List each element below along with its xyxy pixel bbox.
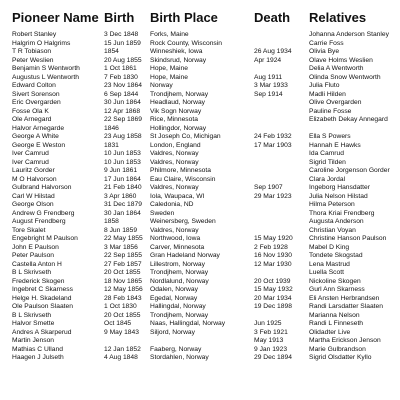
death-date-cell: 2 Feb 1928 [254, 243, 288, 251]
table-row [12, 125, 400, 134]
pioneer-name-cell: Andres A Skarperud [12, 328, 72, 336]
table-row [12, 235, 400, 244]
death-date-cell [254, 312, 309, 321]
death-date-cell [254, 227, 309, 236]
birth-place-cell: Skindsrud, Norway [150, 56, 207, 64]
birth-date-cell: 1 Oct 1830 [104, 303, 137, 310]
birth-date-cell: Oct 1845 [104, 320, 132, 327]
birth-date-cell: 20 Oct 1855 [104, 311, 141, 319]
relatives-cell: Clara Jordal [309, 175, 346, 183]
table-row [12, 133, 400, 142]
header-relatives: Relatives [309, 10, 367, 25]
relatives-cell: Sigrid Tilden [309, 158, 346, 166]
table-row [12, 210, 400, 219]
header-pioneer-name: Pioneer Name [12, 10, 99, 25]
table-row [12, 337, 400, 346]
birth-date-cell: 23 Aug 1858 [104, 133, 142, 140]
relatives-cell: Pauline Fosse [309, 107, 352, 115]
table-row [12, 312, 400, 321]
relatives-cell: Hilma Peterson [309, 201, 355, 208]
birth-place-cell: Faaberg, Norway [150, 345, 202, 353]
death-date-cell: 9 Jan 1923 [254, 345, 288, 353]
pioneer-table [12, 8, 400, 363]
relatives-cell: Madli Hilden [309, 90, 346, 98]
header-death: Death [254, 10, 291, 25]
death-date-cell: 19 Dec 1898 [254, 303, 292, 310]
birth-date-cell: 22 Sep 1869 [104, 116, 142, 123]
death-date-cell: 24 Feb 1932 [254, 133, 292, 140]
table-row [12, 91, 400, 100]
relatives-cell: Olave Holms Weslien [309, 56, 373, 64]
death-date-cell [254, 99, 309, 108]
birth-date-cell: 7 Feb 1830 [104, 73, 138, 81]
pioneer-name-cell: Ole Arnegard [12, 116, 52, 123]
table-row [12, 320, 400, 329]
birth-date-cell [104, 337, 150, 346]
table-row [12, 193, 400, 202]
birth-date-cell: 9 May 1843 [104, 328, 139, 336]
relatives-cell: Lena Mastrud [309, 260, 350, 268]
relatives-cell: Carrie Foss [309, 39, 344, 47]
death-date-cell [254, 116, 309, 125]
relatives-cell: Ida Camrud [309, 150, 344, 157]
pioneer-name-cell: T R Tobiason [12, 48, 52, 55]
birth-date-cell: 12 May 1856 [104, 286, 143, 293]
death-date-cell [254, 218, 309, 227]
pioneer-name-cell: Eric Overgarden [12, 99, 61, 106]
pioneer-name-cell: George E Weston [12, 141, 66, 149]
table-row [12, 346, 400, 355]
pioneer-name-cell: Lauritz Gorder [12, 167, 55, 174]
birth-place-cell: Philmore, Minnesota [150, 167, 211, 174]
birth-place-cell: Rice, Minnesota [150, 116, 198, 123]
birth-place-cell: Hope, Maine [150, 73, 188, 81]
pioneer-name-cell: Carl W Hilstad [12, 192, 55, 200]
relatives-cell: Luella Scott [309, 269, 344, 276]
pioneer-name-cell: John E Paulson [12, 243, 59, 251]
birth-place-cell: Nordlalund, Norway [150, 277, 209, 285]
death-date-cell [254, 176, 309, 185]
relatives-cell [309, 125, 400, 134]
death-date-cell: Sep 1907 [254, 184, 283, 191]
death-date-cell [254, 40, 309, 49]
relatives-cell: Augusta Anderson [309, 218, 364, 225]
table-row [12, 201, 400, 210]
pioneer-name-cell: Robert Stanley [12, 31, 57, 38]
birth-date-cell: 20 Aug 1855 [104, 56, 142, 64]
relatives-cell: Christian Voyan [309, 226, 356, 234]
birth-date-cell: 1854 [104, 48, 119, 55]
death-date-cell: 17 Mar 1903 [254, 141, 292, 149]
table-row [12, 40, 400, 49]
birth-place-cell: Caledonia, ND [150, 201, 194, 208]
pioneer-name-cell: Peter Weslien [12, 56, 54, 64]
death-date-cell [254, 159, 309, 168]
table-row [12, 31, 400, 40]
birth-date-cell: 12 Apr 1868 [104, 107, 141, 115]
birth-date-cell: 1858 [104, 218, 119, 225]
birth-date-cell: 21 Feb 1840 [104, 184, 142, 191]
relatives-cell: Caroline Jorgenson Gorder [309, 167, 390, 174]
birth-place-cell: Trondjhem, Norway [150, 90, 209, 98]
pioneer-name-cell: Ole Paulson Slaaten [12, 303, 73, 310]
pioneer-name-cell: Castella Anton H [12, 260, 62, 268]
header-row [12, 8, 400, 31]
birth-date-cell: 17 Jun 1864 [104, 175, 141, 183]
birth-place-cell: Lillestrom, Norway [150, 260, 205, 268]
pioneer-name-cell: Gulbrand Halvorson [12, 184, 72, 191]
pioneer-name-cell: B L Skrivseth [12, 311, 52, 319]
birth-date-cell: 3 Mar 1856 [104, 243, 138, 251]
relatives-cell: Nickoline Skogen [309, 277, 361, 285]
death-date-cell: 20 Mar 1934 [254, 294, 292, 302]
birth-place-cell: London, England [150, 141, 201, 149]
pioneer-name-cell: B L Skrivseth [12, 269, 52, 276]
table-row [12, 99, 400, 108]
birth-date-cell: 9 Jun 1861 [104, 167, 138, 174]
birth-place-cell: Hope, Maine [150, 65, 188, 72]
death-date-cell: 16 Nov 1930 [254, 252, 292, 259]
birth-place-cell: Rock County, Wisconsin [150, 39, 222, 47]
birth-date-cell: 6 Sep 1844 [104, 90, 139, 98]
birth-date-cell: 1846 [104, 124, 119, 132]
pioneer-name-cell: M O Halvorson [12, 175, 57, 183]
table-row [12, 159, 400, 168]
death-date-cell: Apr 1924 [254, 56, 282, 64]
birth-place-cell: Siljord, Norway [150, 328, 195, 336]
pioneer-name-cell: Iver Camrud [12, 158, 49, 166]
birth-place-cell [150, 337, 254, 346]
death-date-cell [254, 201, 309, 210]
relatives-cell: Marianna Nelson [309, 311, 360, 319]
pioneer-name-cell: Peter Paulson [12, 252, 55, 259]
relatives-cell: Johanna Anderson Stanley [309, 31, 389, 38]
death-date-cell [254, 210, 309, 219]
birth-date-cell: 15 Jun 1859 [104, 39, 141, 47]
relatives-cell: Ella S Powers [309, 133, 351, 140]
table-row [12, 303, 400, 312]
death-date-cell: 20 Oct 1939 [254, 277, 291, 285]
header-birth-place: Birth Place [150, 10, 218, 25]
birth-place-cell: Valdres, Norway [150, 158, 199, 166]
pioneer-name-cell: August Frendberg [12, 218, 66, 225]
birth-place-cell: Odalen, Norway [150, 286, 198, 293]
birth-place-cell: Naas, Hallingdal, Norway [150, 320, 226, 327]
pioneer-name-cell: Augustus L Wentworth [12, 73, 79, 81]
table-row [12, 184, 400, 193]
table-row [12, 176, 400, 185]
table-row [12, 142, 400, 151]
birth-place-cell: Hollingdor, Norway [150, 124, 207, 132]
birth-date-cell: 10 Jun 1853 [104, 150, 141, 157]
table-row [12, 354, 400, 363]
birth-place-cell: Trondjhem, Norway [150, 311, 209, 319]
death-date-cell: 29 Dec 1894 [254, 354, 292, 361]
death-date-cell [254, 125, 309, 134]
birth-date-cell: 31 Dec 1879 [104, 201, 142, 208]
birth-date-cell: 1831 [104, 141, 119, 149]
birth-date-cell: 20 Oct 1855 [104, 269, 141, 276]
birth-place-cell: Stordahlen, Norway [150, 354, 209, 361]
table-row [12, 108, 400, 117]
pioneer-name-cell: Haagen J Julseth [12, 354, 64, 361]
relatives-cell: Martha Erickson Jenson [309, 337, 381, 344]
death-date-cell: 15 May 1920 [254, 235, 293, 242]
pioneer-name-cell: Halvor Smette [12, 320, 55, 327]
relatives-cell: Sigrid Olsdatter Kyllo [309, 354, 372, 361]
birth-date-cell: 23 Nov 1864 [104, 82, 142, 89]
table-row [12, 218, 400, 227]
relatives-cell: Ingeborg Hansdatter [309, 184, 370, 191]
death-date-cell: 3 Feb 1921 [254, 328, 288, 336]
pioneer-name-cell: Halvor Arnegarde [12, 124, 65, 132]
table-row [12, 48, 400, 57]
birth-date-cell: 22 Sep 1855 [104, 252, 142, 259]
death-date-cell [254, 31, 309, 40]
table-row [12, 244, 400, 253]
pioneer-name-cell: Edward Colton [12, 82, 56, 89]
pioneer-rows [12, 31, 400, 363]
relatives-cell: Thora Kriai Frendberg [309, 209, 375, 217]
birth-place-cell: Forks, Maine [150, 31, 189, 38]
relatives-cell: Marie Gulbrandson [309, 345, 366, 353]
table-row [12, 150, 400, 159]
birth-date-cell: 18 Nov 1865 [104, 277, 142, 285]
relatives-cell: Randi Larsdatter Slaaten [309, 303, 383, 310]
pioneer-name-cell: Andrew G Frendberg [12, 209, 75, 217]
pioneer-name-cell: Engebright M Paulson [12, 235, 78, 242]
birth-place-cell: Egedal, Norway [150, 294, 198, 302]
table-row [12, 74, 400, 83]
death-date-cell: 12 Mar 1930 [254, 260, 292, 268]
relatives-cell: Randi L Finneseth [309, 320, 364, 327]
birth-date-cell: 30 Jun 1864 [104, 99, 141, 106]
birth-place-cell: Weinersberg, Sweden [150, 218, 216, 225]
relatives-cell: Tondete Skogstad [309, 252, 363, 259]
table-row [12, 329, 400, 338]
pioneer-name-cell: Frederick Skogen [12, 277, 65, 285]
pioneer-name-cell: George Olson [12, 201, 54, 208]
birth-place-cell: Valdres, Norway [150, 150, 199, 157]
pioneer-name-cell: George A White [12, 133, 59, 140]
table-row [12, 295, 400, 304]
death-date-cell [254, 167, 309, 176]
birth-date-cell: 30 Jan 1864 [104, 209, 141, 217]
relatives-cell: Julia Nelson Hilstad [309, 192, 368, 200]
table-row [12, 82, 400, 91]
birth-date-cell: 1 Oct 1861 [104, 65, 137, 72]
relatives-cell: Mabel D King [309, 243, 350, 251]
birth-place-cell: Iola, Waupaca, WI [150, 192, 205, 200]
table-row [12, 57, 400, 66]
birth-date-cell: 3 Dec 1848 [104, 31, 139, 38]
pioneer-name-cell: Helge H. Skadeland [12, 294, 72, 302]
table-row [12, 227, 400, 236]
relatives-cell: Olidadter Live [309, 328, 351, 336]
birth-place-cell: Valdres, Norway [150, 226, 199, 234]
death-date-cell: 29 Mar 1923 [254, 192, 292, 200]
relatives-cell: Gurl Ann Skarness [309, 286, 365, 293]
relatives-cell: Delia A Wentworth [309, 65, 364, 72]
death-date-cell [254, 269, 309, 278]
birth-date-cell: 3 Apr 1860 [104, 192, 137, 200]
birth-place-cell: Eau Claire, Wisconsin [150, 175, 216, 183]
death-date-cell: 26 Aug 1934 [254, 48, 292, 55]
relatives-cell: Christine Hanson Paulson [309, 235, 387, 242]
pioneer-name-cell: Martin Jenson [12, 337, 55, 344]
death-date-cell: 15 May 1932 [254, 286, 293, 293]
birth-place-cell: Gran Hadeland Norway [150, 252, 220, 259]
birth-place-cell: Northwood, Iowa [150, 235, 201, 242]
birth-date-cell: 12 Jan 1852 [104, 345, 141, 353]
table-row [12, 65, 400, 74]
birth-place-cell: Hallingdal, Norway [150, 303, 206, 310]
pioneer-name-cell: Iver Camrud [12, 150, 49, 157]
relatives-cell: Olive Overgarden [309, 99, 362, 106]
birth-place-cell: Norway [150, 82, 173, 89]
pioneer-name-cell: Benjamin S Wentworth [12, 65, 80, 72]
birth-place-cell: Sweden [150, 209, 175, 217]
birth-place-cell: Carver, Minnesota [150, 243, 205, 251]
table-row [12, 278, 400, 287]
death-date-cell: Jun 1925 [254, 320, 282, 327]
relatives-cell: Olinda Snow Wentworth [309, 73, 381, 81]
death-date-cell [254, 65, 309, 74]
pioneer-name-cell: Ingebret C Skarness [12, 286, 73, 293]
relatives-cell: Hannah E Hawks [309, 141, 361, 149]
relatives-cell: Olivia Bye [309, 48, 340, 55]
death-date-cell: 3 Mar 1933 [254, 82, 288, 89]
birth-date-cell: 10 Jun 1853 [104, 158, 141, 166]
pioneer-name-cell: Sivert Sorenson [12, 90, 60, 98]
death-date-cell: May 1913 [254, 337, 284, 344]
birth-date-cell: 28 Feb 1843 [104, 294, 142, 302]
header-birth: Birth [104, 10, 135, 25]
birth-place-cell: Valdres, Norway [150, 184, 199, 191]
birth-place-cell: Winneshiek, Iowa [150, 48, 203, 55]
birth-date-cell: 22 May 1855 [104, 235, 143, 242]
relatives-cell: Julia Fluto [309, 82, 340, 89]
pioneer-name-cell: Halgrim O Halgrims [12, 39, 71, 47]
pioneer-name-cell: Mathias C Ulland [12, 345, 63, 353]
table-row [12, 167, 400, 176]
table-row [12, 116, 400, 125]
birth-date-cell: 4 Aug 1848 [104, 354, 138, 361]
pioneer-name-cell: Fosse Ola K [12, 107, 49, 115]
relatives-cell: Eli Ansten Herbrandsen [309, 294, 380, 302]
birth-place-cell: St Joseph Co, Michigan [150, 133, 221, 140]
death-date-cell: Aug 1911 [254, 73, 283, 81]
birth-date-cell: 27 Feb 1857 [104, 260, 142, 268]
pioneer-name-cell: Tore Skalet [12, 226, 46, 234]
birth-place-cell: Trondjhem, Norway [150, 269, 209, 276]
relatives-cell: Elizabeth Dekay Annegard [309, 116, 388, 123]
birth-place-cell: Vik Sogn Norway [150, 107, 202, 115]
birth-place-cell: Headlaud, Norway [150, 99, 206, 106]
table-row [12, 269, 400, 278]
death-date-cell: Sep 1914 [254, 90, 283, 98]
death-date-cell [254, 108, 309, 117]
death-date-cell [254, 150, 309, 159]
table-row [12, 286, 400, 295]
table-row [12, 252, 400, 261]
table-row [12, 261, 400, 270]
birth-date-cell: 8 Jun 1859 [104, 226, 138, 234]
